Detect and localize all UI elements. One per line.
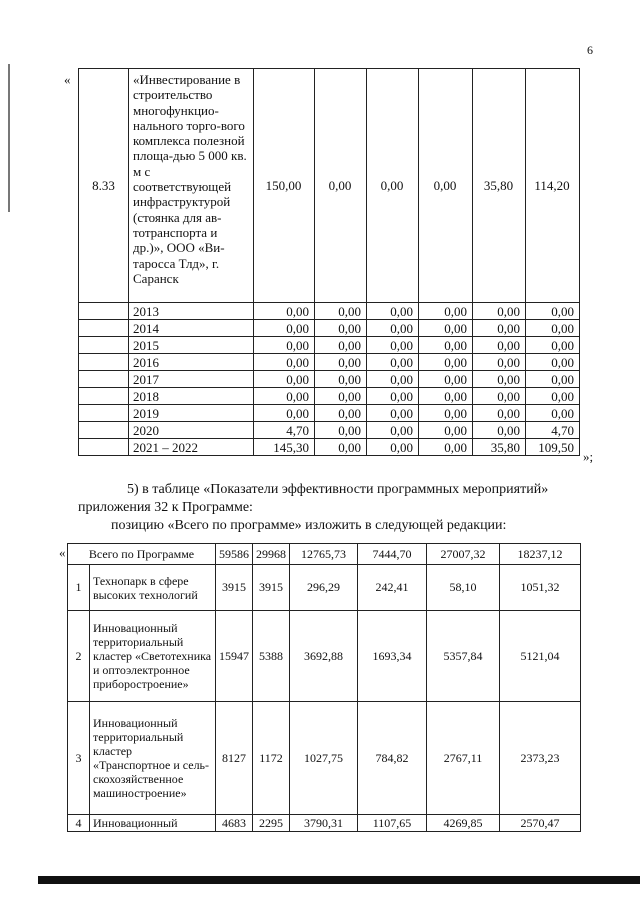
year-cell: 2020 [129,422,254,439]
cell: 0,00 [526,303,580,320]
cell: 0,00 [419,371,473,388]
cell: 4269,85 [427,815,500,832]
paragraph-instruction: позицию «Всего по программе» изложить в следующей редакции: [111,518,507,533]
cell: 0,00 [473,320,526,337]
cell: 29968 [253,544,290,565]
cell: 3915 [253,565,290,611]
empty-cell [79,371,129,388]
cell: 35,80 [473,69,526,303]
cell: 0,00 [526,337,580,354]
cell: 0,00 [526,405,580,422]
cell: 0,00 [254,320,315,337]
cell: 0,00 [526,371,580,388]
cell: 0,00 [526,354,580,371]
row-number: 3 [68,702,90,815]
cell: 59586 [216,544,253,565]
cell: 0,00 [315,69,367,303]
cell: 0,00 [367,371,419,388]
cell: 0,00 [367,69,419,303]
row-number: 2 [68,611,90,702]
cell: 0,00 [526,388,580,405]
quote-close-1: »; [583,449,594,464]
table-row-8-33 [79,69,580,303]
quote-open-1: « [64,72,71,87]
table-row-year [79,405,580,422]
row-name: Инновационный [90,815,216,832]
cell: 0,00 [315,337,367,354]
cell: 4,70 [526,422,580,439]
cell: 5357,84 [427,611,500,702]
cell: 0,00 [419,303,473,320]
scan-margin-line [8,64,10,212]
cell: 0,00 [367,337,419,354]
cell: 0,00 [254,354,315,371]
cell: 0,00 [315,405,367,422]
cell: 7444,70 [358,544,427,565]
cell: 2767,11 [427,702,500,815]
cell: 0,00 [315,354,367,371]
cell: 35,80 [473,439,526,456]
cell: 58,10 [427,565,500,611]
cell: 114,20 [526,69,580,303]
cell: 242,41 [358,565,427,611]
cell: 0,00 [473,303,526,320]
cell: 0,00 [473,371,526,388]
year-cell: 2013 [129,303,254,320]
cell: 3915 [216,565,253,611]
cell: 1027,75 [290,702,358,815]
cell: 0,00 [473,388,526,405]
cell: 0,00 [254,388,315,405]
cell: 0,00 [367,388,419,405]
cell: 0,00 [419,69,473,303]
empty-cell [79,388,129,405]
cell: 0,00 [315,303,367,320]
cell: 0,00 [254,303,315,320]
empty-cell [79,439,129,456]
cell: 18237,12 [500,544,581,565]
cell: 0,00 [254,371,315,388]
cell: 0,00 [419,405,473,422]
row-number: 1 [68,565,90,611]
cell: 150,00 [254,69,315,303]
cell: 5121,04 [500,611,581,702]
row-name: Инновационный территориальный кластер «Транспортное и сель-скохозяйственное машиностроение» [90,702,216,815]
page-number: 6 [587,43,593,57]
cell: 0,00 [473,422,526,439]
cell: 0,00 [367,303,419,320]
cell: 2295 [253,815,290,832]
cell: 4,70 [254,422,315,439]
efficiency-table [67,543,581,832]
cell: 5388 [253,611,290,702]
empty-cell [79,422,129,439]
year-cell: 2014 [129,320,254,337]
cell: 1693,34 [358,611,427,702]
cell: 1107,65 [358,815,427,832]
cell: 1051,32 [500,565,581,611]
cell: 296,29 [290,565,358,611]
table-row [68,702,581,815]
row-name: Инновационный территориальный кластер «Светотехника и оптоэлектронное приборостроение» [90,611,216,702]
item-code: 8.33 [79,69,129,303]
cell: 0,00 [473,405,526,422]
row-name: Технопарк в сфере высоких технологий [90,565,216,611]
table-row [68,815,581,832]
cell: 0,00 [315,422,367,439]
cell: 0,00 [419,337,473,354]
cell: 0,00 [367,320,419,337]
cell: 0,00 [419,422,473,439]
empty-cell [79,320,129,337]
table-row-total [68,544,581,565]
table-row [68,565,581,611]
table-row-year [79,388,580,405]
table-row-year [79,320,580,337]
year-cell: 2021 – 2022 [129,439,254,456]
year-cell: 2019 [129,405,254,422]
cell: 0,00 [419,354,473,371]
cell: 0,00 [367,405,419,422]
cell: 0,00 [315,439,367,456]
cell: 3790,31 [290,815,358,832]
cell: 0,00 [254,337,315,354]
year-cell: 2016 [129,354,254,371]
table-row-year [79,303,580,320]
cell: 1172 [253,702,290,815]
total-label: Всего по Программе [68,544,216,565]
cell: 27007,32 [427,544,500,565]
table-row-year [79,354,580,371]
table-row-year [79,422,580,439]
cell: 0,00 [315,320,367,337]
year-cell: 2017 [129,371,254,388]
cell: 0,00 [315,388,367,405]
cell: 0,00 [254,405,315,422]
cell: 0,00 [419,320,473,337]
cell: 0,00 [367,422,419,439]
empty-cell [79,405,129,422]
year-cell: 2018 [129,388,254,405]
cell: 0,00 [473,337,526,354]
cell: 8127 [216,702,253,815]
cell: 2570,47 [500,815,581,832]
cell: 15947 [216,611,253,702]
cell: 0,00 [419,388,473,405]
cell: 12765,73 [290,544,358,565]
cell: 0,00 [367,354,419,371]
empty-cell [79,303,129,320]
table-row-year [79,371,580,388]
row-number: 4 [68,815,90,832]
item-description: «Инвестирование в строительство многофункцио-нального торго-вого комплекса полезной площа-дью 5 000 кв. м с соответствующей инфраструктурой (стоянка для ав-тотранспорта и др.)», ООО «Ви-таросса Тлд», г. Саранск [129,69,254,303]
cell: 145,30 [254,439,315,456]
year-cell: 2015 [129,337,254,354]
investment-table [78,68,580,456]
paragraph-item-5: 5) в таблице «Показатели эффективности программных мероприятий» [127,482,549,497]
scan-bottom-bar [38,876,640,884]
cell: 109,50 [526,439,580,456]
empty-cell [79,337,129,354]
table-row [68,611,581,702]
cell: 784,82 [358,702,427,815]
cell: 0,00 [367,439,419,456]
empty-cell [79,354,129,371]
cell: 0,00 [315,371,367,388]
cell: 0,00 [473,354,526,371]
cell: 3692,88 [290,611,358,702]
paragraph-appendix: приложения 32 к Программе: [78,500,253,515]
cell: 0,00 [526,320,580,337]
table-row-year [79,337,580,354]
table-row-year [79,439,580,456]
quote-open-2: « [59,545,66,560]
cell: 4683 [216,815,253,832]
cell: 0,00 [419,439,473,456]
cell: 2373,23 [500,702,581,815]
